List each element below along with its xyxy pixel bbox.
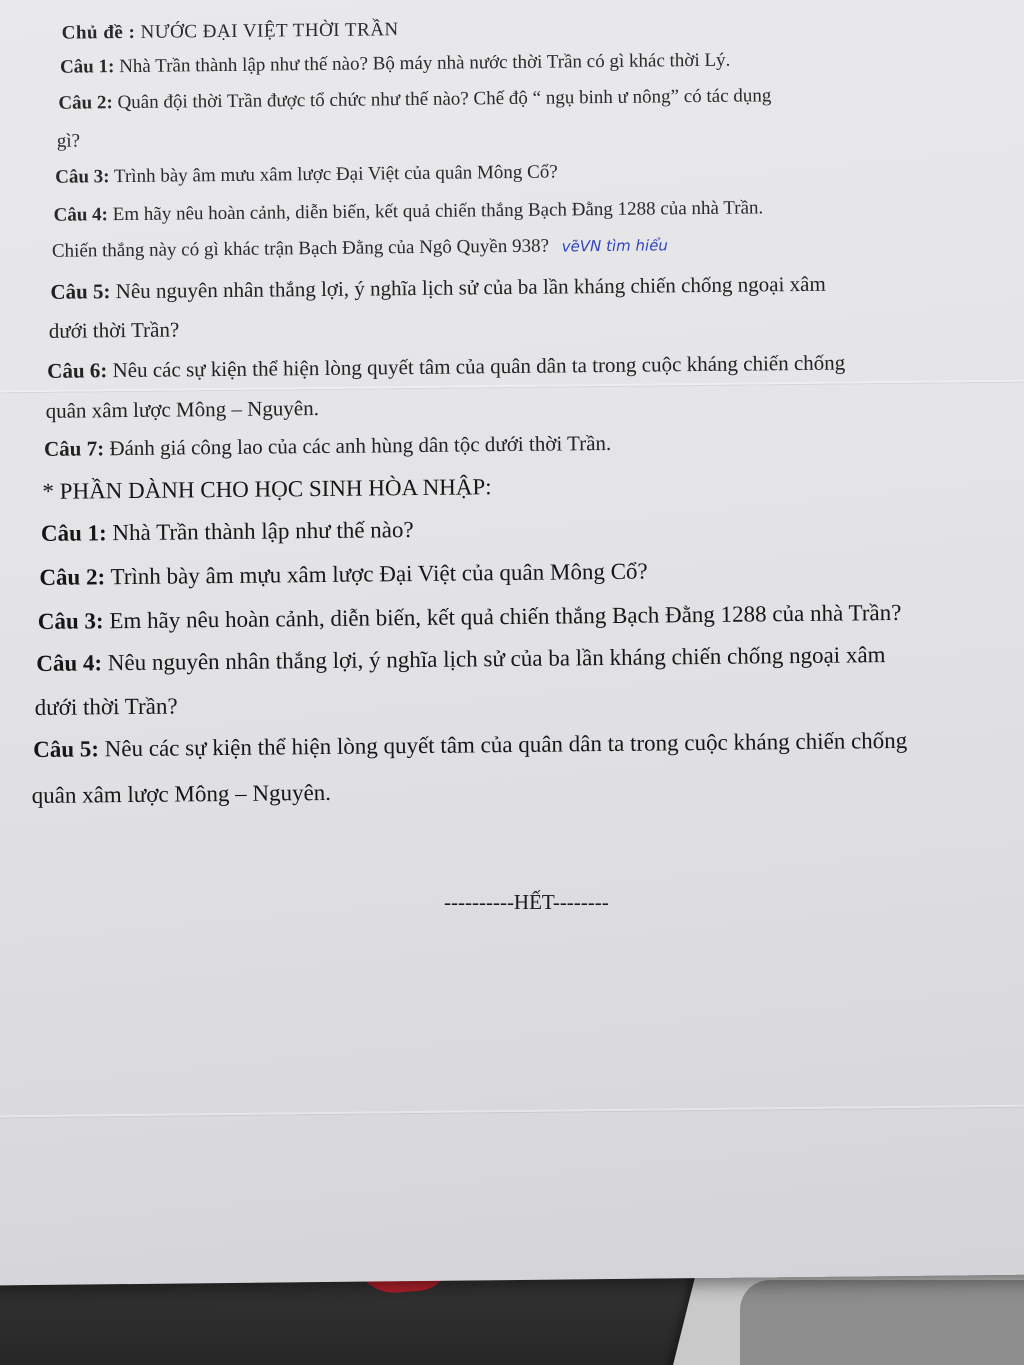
question-text: Trình bày âm mựu xâm lược Đại Việt của quân Mông Cổ? [110,558,648,590]
question-label: Câu 4: [36,650,103,676]
question-text: Nêu nguyên nhân thắng lợi, ý nghĩa lịch sử của ba lần kháng chiến chống ngoại xâm [107,642,886,676]
handwritten-note: vẽVN tìm hiểu [561,236,668,256]
title-label: Chủ đề : [61,21,136,44]
question-5 [50,272,826,305]
question-text: Em hãy nêu hoàn cảnh, diễn biến, kết quả chiến thắng Bạch Đằng 1288 của nhà Trần? [109,599,902,634]
question-text: gì? [56,130,81,152]
question-3 [55,161,558,188]
question-6 [47,350,845,383]
page-title [62,19,399,45]
question-2-continued [57,130,80,152]
question-label: Câu 3: [37,608,104,634]
question-6-continued [46,396,320,424]
title-text: NƯỚC ĐẠI VIỆT THỜI TRẦN [140,19,399,43]
question-5-continued [49,317,180,343]
question-4-continued [52,234,668,262]
question-text: Đánh giá công lao của các anh hùng dân tộc dưới thời Trần. [109,430,612,461]
inclusive-question-3 [38,600,902,635]
question-text: dưới thời Trần? [48,317,180,343]
question-text: Nhà Trần thành lập như thế nào? Bộ máy nhà nước thời Trần có gì khác thời Lý. [119,49,731,78]
inclusive-question-1 [41,517,414,547]
question-text: Quân đội thời Trần được tổ chức như thế nào? Chế độ “ ngụ binh ư nông” có tác dụng [117,85,772,114]
question-7 [44,431,611,462]
inclusive-question-2 [39,559,648,591]
question-text: quân xâm lược Mông – Nguyên. [45,396,320,423]
inclusive-question-4-continued [35,694,178,721]
question-text: Nêu nguyên nhân thắng lợi, ý nghĩa lịch sử của ba lần kháng chiến chống ngoại xâm [115,271,826,304]
question-text: dưới thời Trần? [34,693,178,721]
section-heading: * PHẦN DÀNH CHO HỌC SINH HÒA NHẬP: [42,474,492,504]
paper-fold [0,1104,1024,1117]
question-text: Nêu các sự kiện thể hiện lòng quyết tâm của quân dân ta trong cuộc kháng chiến chống [104,727,908,762]
inclusive-question-4 [36,642,885,677]
question-label: Câu 1: [59,56,115,78]
question-text: quân xâm lược Mông – Nguyên. [31,779,332,809]
question-label: Câu 2: [39,564,106,590]
background-box-shadow [740,1280,1024,1365]
question-text: Chiến thắng này có gì khác trận Bạch Đằng của Ngô Quyền 938? [51,235,550,262]
question-text: Nhà Trần thành lập như thế nào? [112,517,414,546]
question-2 [58,85,771,114]
question-label: Câu 5: [33,736,100,763]
end-marker: ----------HẾT-------- [444,890,609,914]
question-label: Câu 5: [50,279,111,304]
question-text: Em hãy nêu hoàn cảnh, diễn biến, kết quả chiến thắng Bạch Đằng 1288 của nhà Trần. [112,197,764,226]
question-label: Câu 6: [47,358,108,383]
question-text: Trình bày âm mưu xâm lược Đại Việt của quân Mông Cổ? [113,161,558,188]
question-label: Câu 7: [43,436,105,461]
inclusive-question-5-continued [32,780,332,809]
question-text: Nêu các sự kiện thể hiện lòng quyết tâm của quân dân ta trong cuộc kháng chiến chống [112,350,846,383]
question-label: Câu 4: [53,204,109,226]
question-label: Câu 3: [55,166,110,188]
question-label: Câu 1: [40,520,107,546]
question-1 [60,50,730,79]
question-label: Câu 2: [58,92,113,114]
inclusive-question-5 [33,728,907,763]
question-4 [53,197,763,226]
